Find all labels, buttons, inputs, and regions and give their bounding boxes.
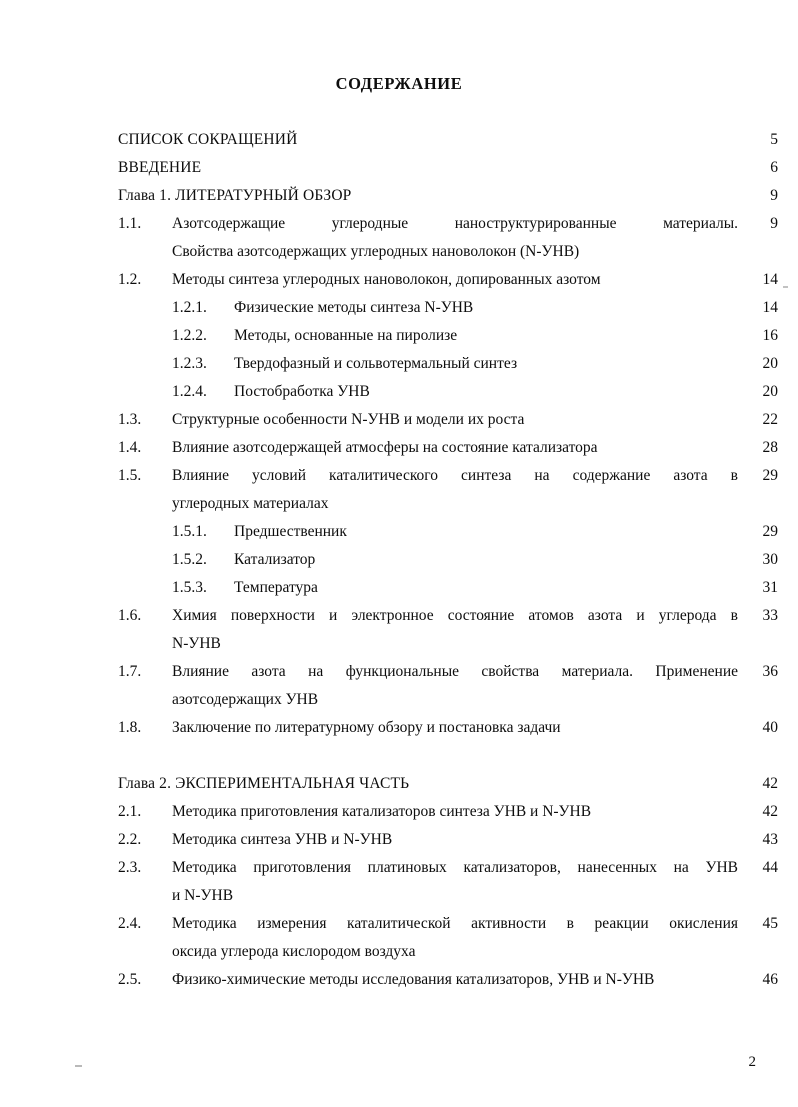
toc-entry-title-line: Методика измерения каталитической активности в реакции окисления	[172, 915, 738, 932]
toc-entry[interactable]	[118, 714, 778, 742]
toc-entry-page-number: 14	[762, 271, 778, 288]
toc-entry-page-number: 43	[762, 831, 778, 848]
toc-entry-title-line: Методика приготовления катализаторов синтеза УНВ и N-УНВ	[172, 803, 592, 820]
toc-entry-number: 1.7.	[118, 663, 142, 680]
toc-entry-title-line: Методы, основанные на пиролизе	[234, 327, 458, 344]
toc-entry-title	[172, 406, 746, 434]
scan-artifact-icon	[75, 1065, 82, 1067]
toc-entry[interactable]	[118, 574, 778, 602]
toc-entry-title-line: Методика приготовления платиновых катализаторов, нанесенных на УНВ	[172, 859, 738, 876]
toc-entry-page-number: 16	[762, 327, 778, 344]
toc-entry-number: 1.2.3.	[172, 355, 207, 372]
scan-artifact-icon	[783, 286, 788, 288]
toc-entry-title	[234, 518, 746, 546]
toc-entry-title-line: Физико-химические методы исследования катализаторов, УНВ и N-УНВ	[172, 971, 655, 988]
toc-entry-number: 1.3.	[118, 411, 142, 428]
toc-entry-title	[172, 826, 746, 854]
toc-entry-title-line: Азотсодержащие углеродные наноструктурированные материалы.	[172, 215, 738, 232]
toc-entry-title	[172, 966, 746, 994]
toc-entry-number: 1.2.1.	[172, 299, 207, 316]
toc-entry[interactable]	[118, 518, 778, 546]
toc-entry-number: 1.5.3.	[172, 579, 207, 596]
toc-entry-page-number: 30	[762, 551, 778, 568]
toc-entry-page-number: 6	[770, 159, 778, 176]
toc-entry-number: 1.4.	[118, 439, 142, 456]
toc-entry-page-number: 28	[762, 439, 778, 456]
toc-entry[interactable]	[118, 826, 778, 854]
toc-entry-page-number: 46	[762, 971, 778, 988]
toc-entry-page-number: 36	[762, 663, 778, 680]
toc-entry-title	[172, 714, 746, 742]
toc-entry-title-line: оксида углерода кислородом воздуха	[172, 943, 416, 960]
toc-entry-number: 2.5.	[118, 971, 142, 988]
toc-entry-title	[172, 658, 746, 714]
toc-entry-title	[118, 126, 746, 154]
toc-entry-page-number: 20	[762, 383, 778, 400]
toc-entry-title-line: Глава 2. ЭКСПЕРИМЕНТАЛЬНАЯ ЧАСТЬ	[118, 775, 410, 792]
toc-entry-number: 2.2.	[118, 831, 142, 848]
toc-entry-title-line: Глава 1. ЛИТЕРАТУРНЫЙ ОБЗОР	[118, 187, 352, 204]
toc-entry-title	[118, 154, 746, 182]
toc-entry-title-line: азотсодержащих УНВ	[172, 691, 319, 708]
toc-entry-title	[118, 182, 746, 210]
toc-entry-number: 2.3.	[118, 859, 142, 876]
toc-entry-page-number: 44	[762, 859, 778, 876]
toc-entry[interactable]	[118, 462, 778, 518]
toc-entry-page-number: 40	[762, 719, 778, 736]
toc-entry-title-line: Катализатор	[234, 551, 316, 568]
toc-entry-number: 1.2.2.	[172, 327, 207, 344]
toc-entry-title-line: и N-УНВ	[172, 887, 234, 904]
toc-entry-title	[234, 574, 746, 602]
toc-entry[interactable]	[118, 770, 778, 798]
toc-entry[interactable]	[118, 434, 778, 462]
toc-entry-title	[172, 266, 746, 294]
toc-entry[interactable]	[118, 378, 778, 406]
toc-entry-page-number: 45	[762, 915, 778, 932]
toc-entry-title	[234, 322, 746, 350]
toc-entry-page-number: 42	[762, 775, 778, 792]
toc-entry-title	[172, 798, 746, 826]
toc-entry-page-number: 33	[762, 607, 778, 624]
toc-entry[interactable]	[118, 658, 778, 714]
toc-entry[interactable]	[118, 910, 778, 966]
toc-entry-page-number: 31	[762, 579, 778, 596]
toc-entry-page-number: 22	[762, 411, 778, 428]
toc-entry-title-line: Температура	[234, 579, 318, 596]
toc-entry-title-line: Заключение по литературному обзору и постановка задачи	[172, 719, 561, 736]
page-title: СОДЕРЖАНИЕ	[335, 74, 463, 93]
toc-entry[interactable]	[118, 182, 778, 210]
toc-entry[interactable]	[118, 126, 778, 154]
toc-entry[interactable]	[118, 854, 778, 910]
toc-entry[interactable]	[118, 154, 778, 182]
toc-entry[interactable]	[118, 210, 778, 266]
toc-entry-page-number: 9	[770, 215, 778, 232]
toc-entry-title-line: Химия поверхности и электронное состояние атомов азота и углерода в	[172, 607, 738, 624]
toc-entry[interactable]	[118, 966, 778, 994]
toc-entry-number: 1.6.	[118, 607, 142, 624]
toc-entry-title-line: Твердофазный и сольвотермальный синтез	[234, 355, 518, 372]
toc-entry[interactable]	[118, 406, 778, 434]
toc-entry-number: 1.2.	[118, 271, 142, 288]
toc-entry-title-line: Физические методы синтеза N-УНВ	[234, 299, 474, 316]
toc-entry[interactable]	[118, 798, 778, 826]
toc-entry-title-line: Методы синтеза углеродных нановолокон, допированных азотом	[172, 271, 601, 288]
toc-entry-title-line: Свойства азотсодержащих углеродных нановолокон (N-УНВ)	[172, 243, 580, 260]
toc-entry-title	[234, 546, 746, 574]
toc-entry-title-line: Предшественник	[234, 523, 347, 540]
toc-entry-page-number: 42	[762, 803, 778, 820]
toc-entry[interactable]	[118, 266, 778, 294]
toc-entry-page-number: 20	[762, 355, 778, 372]
toc-entry-title	[118, 770, 746, 798]
table-of-contents	[118, 126, 778, 994]
toc-entry-title	[234, 350, 746, 378]
toc-entry[interactable]	[118, 602, 778, 658]
toc-entry-title	[172, 602, 746, 658]
toc-entry-title	[172, 210, 746, 266]
toc-entry[interactable]	[118, 294, 778, 322]
toc-entry-title	[234, 378, 746, 406]
toc-entry-number: 1.1.	[118, 215, 142, 232]
toc-entry-title-line: Влияние условий каталитического синтеза на содержание азота в	[172, 467, 738, 484]
toc-entry-title-line: СПИСОК СОКРАЩЕНИЙ	[118, 131, 298, 148]
toc-entry-page-number: 14	[762, 299, 778, 316]
toc-entry-number: 1.2.4.	[172, 383, 207, 400]
toc-entry-page-number: 29	[762, 467, 778, 484]
toc-entry-page-number: 29	[762, 523, 778, 540]
toc-entry-number: 1.5.	[118, 467, 142, 484]
toc-entry-title	[172, 910, 746, 966]
toc-entry-title-line: Влияние азота на функциональные свойства материала. Применение	[172, 663, 738, 680]
toc-entry[interactable]	[118, 350, 778, 378]
toc-entry-number: 2.1.	[118, 803, 142, 820]
toc-entry-title-line: углеродных материалах	[172, 495, 329, 512]
toc-entry-page-number: 9	[770, 187, 778, 204]
toc-entry-number: 1.5.1.	[172, 523, 207, 540]
toc-entry-number: 1.8.	[118, 719, 142, 736]
toc-entry-title-line: N-УНВ	[172, 635, 221, 652]
toc-entry-title	[172, 434, 746, 462]
toc-entry-title-line: Влияние азотсодержащей атмосферы на состояние катализатора	[172, 439, 598, 456]
toc-entry-title	[172, 462, 746, 518]
toc-entry-title-line: Структурные особенности N-УНВ и модели их роста	[172, 411, 525, 428]
toc-entry-title-line: Постобработка УНВ	[234, 383, 370, 400]
toc-entry-number: 2.4.	[118, 915, 142, 932]
toc-entry-title-line: Методика синтеза УНВ и N-УНВ	[172, 831, 393, 848]
toc-entry-title-line: ВВЕДЕНИЕ	[118, 159, 202, 176]
page-folio-number: 2	[748, 1054, 756, 1070]
toc-entry-number: 1.5.2.	[172, 551, 207, 568]
toc-entry-title	[172, 854, 746, 910]
toc-entry[interactable]	[118, 546, 778, 574]
toc-entry-page-number: 5	[770, 131, 778, 148]
toc-entry-title	[234, 294, 746, 322]
toc-entry[interactable]	[118, 322, 778, 350]
